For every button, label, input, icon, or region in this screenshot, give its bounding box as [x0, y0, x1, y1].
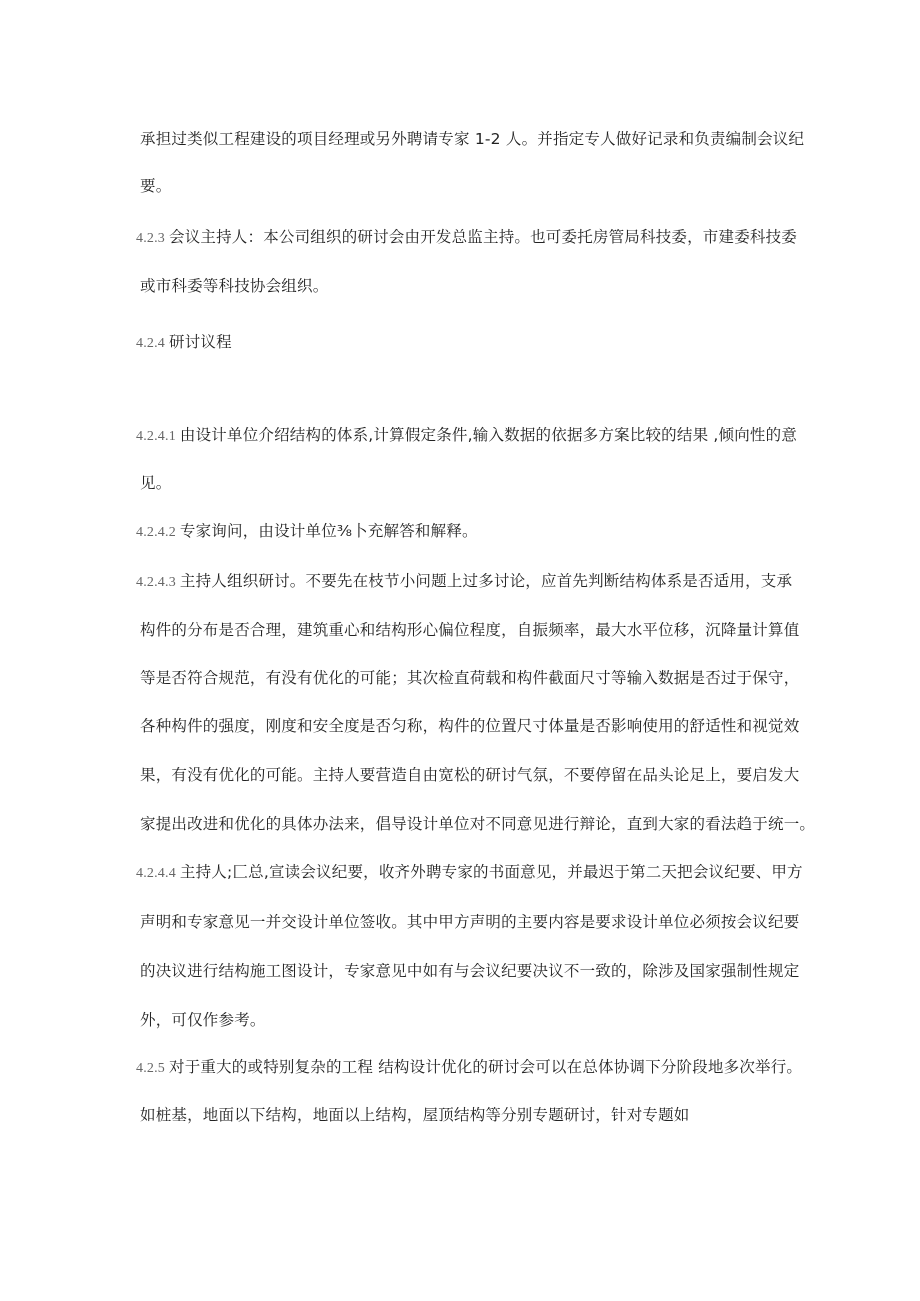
section-heading-4-2-5: 4.2.5 对于重大的或特别复杂的工程 结构设计优化的研讨会可以在总体协调下分阶段地多次举行。 [136, 1058, 803, 1076]
section-heading-4-2-4-4: 4.2.4.4 主持人;匚总,宣读会议纪要，收齐外聘专家的书面意见，并最迟于第二天把会议纪要、甲方 [136, 863, 803, 881]
paragraph-line: 等是否符合规范，有没有优化的可能；其次检直荷载和构件截面尺寸等输入数据是否过于保守， [140, 669, 800, 687]
paragraph-line: 外，可仅作参考。 [140, 1011, 266, 1029]
section-heading-4-2-3: 4.2.3 会议主持人：本公司组织的研讨会由开发总监主持。也可委托房管局科技委，市建委科技委 [136, 228, 798, 246]
paragraph-line: 构件的分布是否合理，建筑重心和结构形心偏位程度，自振频率，最大水平位移，沉降量计算值 [140, 621, 800, 639]
section-heading-4-2-4: 4.2.4 研讨议程 [136, 333, 232, 351]
paragraph-line: 声明和专家意见一并交设计单位签收。其中甲方声明的主要内容是要求设计单位必须按会议纪要 [140, 913, 800, 931]
paragraph-line: 的决议进行结构施工图设计，专家意见中如有与会议纪要决议不一致的，除涉及国家强制性规定 [140, 962, 800, 980]
paragraph-line: 果，有没有优化的可能。主持人要营造自由宽松的研讨气氛，不要停留在品头论足上，要启发大 [140, 766, 800, 784]
paragraph-line: 如桩基，地面以下结构，地面以上结构，屋顶结构等分别专题研讨，针对专题如 [140, 1106, 690, 1124]
paragraph-line: 家提出改进和优化的具体办法来，倡导设计单位对不同意见进行辩论，直到大家的看法趋于统一。 [140, 815, 816, 833]
section-heading-4-2-4-2: 4.2.4.2 专家询问，由设计单位⅜卜充解答和解释。 [136, 522, 478, 540]
section-heading-4-2-4-3: 4.2.4.3 主持人组织研讨。不要先在枝节小问题上过多讨论，应首先判断结构体系是否适用，支承 [136, 572, 793, 590]
paragraph-line: 各种构件的强度，刚度和安全度是否匀称，构件的位置尺寸体量是否影响使用的舒适性和视觉效 [140, 717, 800, 735]
paragraph-line: 要。 [140, 177, 172, 195]
paragraph-line: 见。 [140, 474, 172, 492]
section-heading-4-2-4-1: 4.2.4.1 由设计单位介绍结构的体系,计算假定条件,输入数据的依据多方案比较的结果 ,倾向性的意 [136, 426, 798, 444]
paragraph-line: 承担过类似工程建设的项目经理或另外聘请专家 1-2 人。并指定专人做好记录和负责编制会议纪 [140, 130, 805, 148]
paragraph-line: 或市科委等科技协会组织。 [140, 277, 329, 295]
